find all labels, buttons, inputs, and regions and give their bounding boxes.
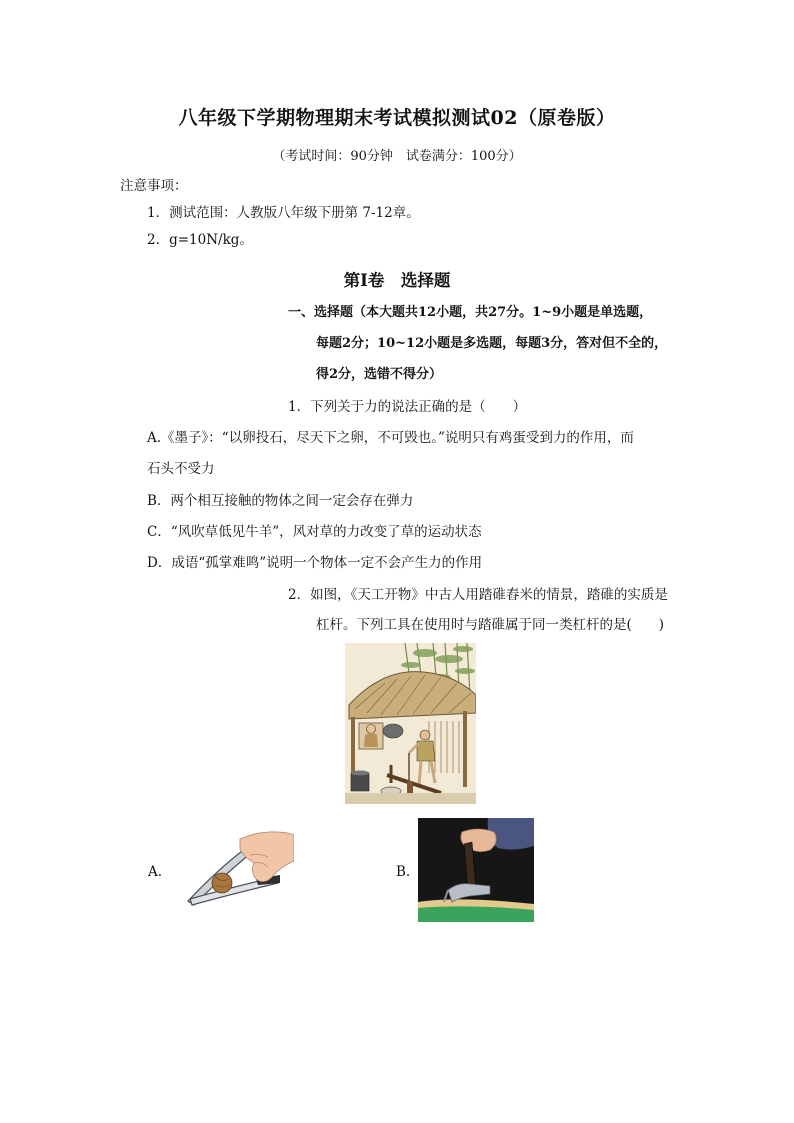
- note-1: 1．测试范围：人教版八年级下册第 7-12章。: [147, 205, 420, 221]
- part-intro-line-3: 得2分，选错不得分）: [316, 367, 443, 382]
- question-2-stem-line-1: 2．如图，《天工开物》中古人用踏碓舂米的情景，踏碓的实质是: [288, 587, 668, 603]
- part-intro-line-2: 每题2分；10~12小题是多选题，每题3分，答对但不全的，: [316, 336, 668, 351]
- question-2-option-b-label: B.: [396, 864, 411, 880]
- question-1-option-a-cont: 石头不受力: [147, 461, 215, 477]
- section-title: 第Ⅰ卷 选择题: [343, 271, 451, 290]
- claw-hammer-photo: [418, 818, 534, 922]
- exam-info: （考试时间：90分钟 试卷满分：100分）: [272, 149, 522, 164]
- part-intro-line-1: 一、选择题（本大题共12小题，共27分。1~9小题是单选题，: [288, 305, 653, 320]
- notes-heading: 注意事项：: [120, 178, 188, 194]
- page-title: 八年级下学期物理期末考试模拟测试02（原卷版）: [178, 107, 616, 129]
- question-1-option-c: C．“风吹草低见牛羊”，风对草的力改变了草的运动状态: [147, 524, 482, 540]
- question-1-option-b: B．两个相互接触的物体之间一定会存在弹力: [147, 493, 414, 509]
- nutcracker-photo: [180, 827, 294, 907]
- question-1-option-a: A.《墨子》：“以卵投石，尽天下之卵，不可毁也。”说明只有鸡蛋受到力的作用，而: [147, 430, 634, 446]
- question-2-option-a-label: A.: [148, 864, 163, 880]
- question-2-stem-line-2: 杠杆。下列工具在使用时与踏碓属于同一类杠杆的是( ): [316, 617, 665, 633]
- question-1-stem: 1．下列关于力的说法正确的是（ ）: [288, 399, 527, 415]
- question-1-option-d: D．成语“孤掌难鸣”说明一个物体一定不会产生力的作用: [147, 555, 483, 571]
- note-2: 2．g=10N/kg。: [147, 232, 253, 248]
- foot-pestle-illustration: [345, 643, 476, 804]
